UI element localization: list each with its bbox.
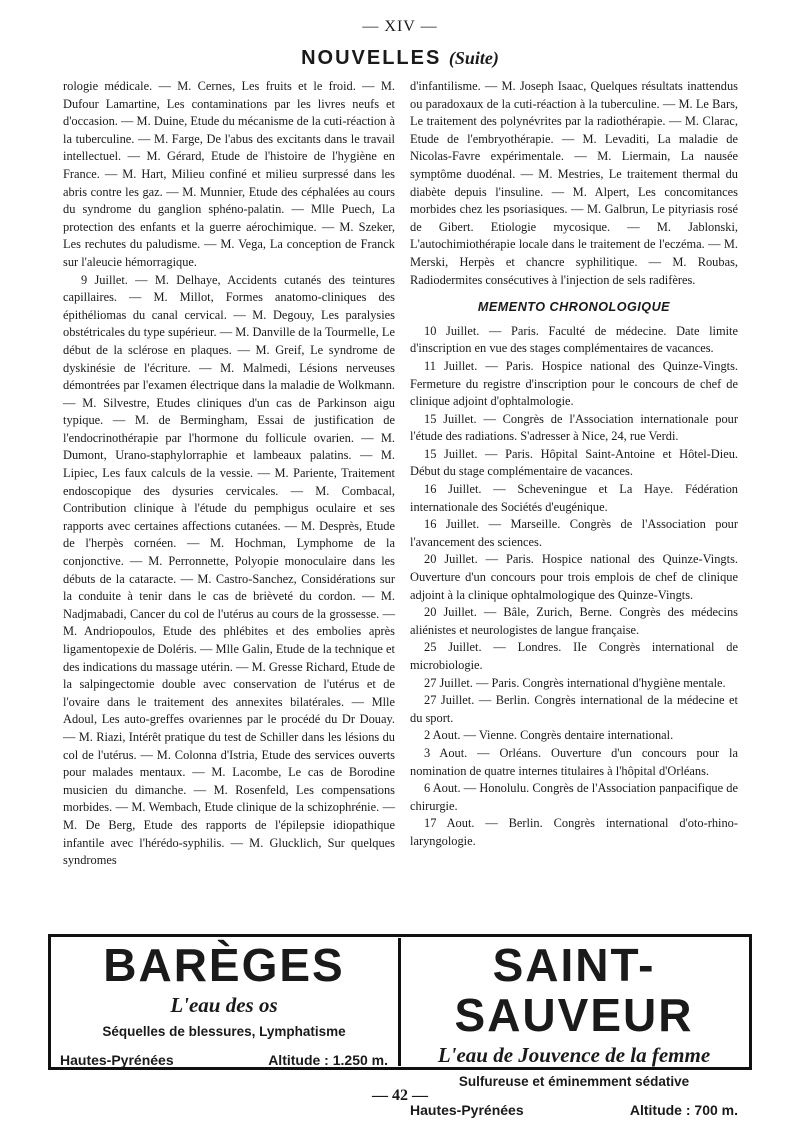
saint-sauveur-name: SAINT-SAUVEUR (454, 939, 694, 1041)
memento-entry: 17 Aout. — Berlin. Congrès international d'oto-rhino-laryngologie. (410, 816, 738, 848)
memento-entry: 15 Juillet. — Congrès de l'Association internationale pour l'étude des radiations. S'adresser à Nice, 24, rue Verdi. (410, 411, 738, 444)
memento-entry: 16 Juillet. — Marseille. Congrès de l'Association pour l'avancement des sciences. (410, 517, 738, 549)
left-paragraph-1: rologie médicale. — M. Cernes, Les fruits et le froid. — M. Dufour Lamartine, Les contaminations par les livres neufs et d'occasion. — M. Duine, Etude du mécanisme de la cuti-réaction à la tuberculine. — M. Farge, De l'abus des excitants dans le travail intellectuel. — M. Gérard, Etude de l'histoire de l'hygiène en France. — M. Hart, Milieu confiné et milieu surpressé dans les abris contre les gaz. — M. Munnier, Etude des céphalées au cours du syndrome du ganglion sphéno-palatin. — Mlle Puech, La protection des enfants et la guerre aérochimique. — M. Szeker, Les rechutes du paludisme. — M. Vega, La conception de Franck sur l'aleucie hémorragique. (63, 79, 395, 269)
bareges-description: Séquelles de blessures, Lymphatisme (102, 1024, 346, 1039)
memento-entry: 15 Juillet. — Paris. Hôpital Saint-Antoine et Hôtel-Dieu. Début du stage complémentaire de vacances. (410, 446, 738, 479)
bareges-tagline: L'eau des os (170, 993, 278, 1017)
memento-entry: 2 Aout. — Vienne. Congrès dentaire international. (424, 728, 674, 743)
memento-entry: 20 Juillet. — Bâle, Zurich, Berne. Congrès des médecins aliénistes et neurologistes de langue française. (410, 605, 738, 637)
memento-entry: 6 Aout. — Honolulu. Congrès de l'Association panpacifique de chirurgie. (410, 781, 738, 813)
memento-entry: 11 Juillet. — Paris. Hospice national des Quinze-Vingts. Fermeture du registre d'inscription pour le concours de chef de clinique adjoint d'ophtalmologie. (410, 358, 738, 409)
saint-sauveur-altitude: Altitude : 700 m. (629, 1102, 738, 1118)
bareges-region: Hautes-Pyrénées (60, 1052, 174, 1068)
bareges-advertisement (56, 940, 392, 1068)
saint-sauveur-description: Sulfureuse et éminemment sédative (458, 1074, 690, 1089)
bareges-name: BARÈGES (103, 939, 345, 991)
page-number: — 42 — (372, 1087, 428, 1104)
memento-entry: 27 Juillet. — Berlin. Congrès international de la médecine et du sport. (410, 693, 738, 725)
memento-list (410, 323, 738, 851)
memento-entry: 27 Juillet. — Paris. Congrès international d'hygiène mentale. (424, 675, 726, 690)
memento-heading: MEMENTO CHRONOLOGIQUE (477, 300, 671, 315)
bareges-altitude: Altitude : 1.250 m. (268, 1052, 388, 1068)
left-column (63, 78, 395, 870)
title-main: NOUVELLES (301, 47, 442, 69)
title-suffix: (Suite) (448, 48, 499, 68)
advertisement-divider (398, 938, 401, 1066)
memento-entry: 25 Juillet. — Londres. IIe Congrès international de microbiologie. (410, 640, 738, 672)
roman-page-number: — XIV — (362, 18, 438, 35)
bareges-footer (56, 1052, 392, 1068)
right-column (410, 78, 738, 851)
right-paragraph-1: d'infantilisme. — M. Joseph Isaac, Quelques résultats inattendus ou paradoxaux de la cuti-réaction à la tuberculine. — M. Le Bars, Le traitement des polynévrites par la radiothérapie. — M. Clarac, Etude de l'embryothérapie. — M. Levaditi, La maladie de Nicolas-Favre expérimentale. — M. Liermain, La nausée symptôme duodénal. — M. Mestries, Le traitement thermal du diabète depuis l'insuline. — M. Alpert, Les concomitances morbides chez les psoriasiques. — M. Galbrun, Le pityriasis rosé de Gibert. Etiologie mycosique. — M. Jablonski, L'autochimiothérapie locale dans le traitement de l'eczéma. — M. Merski, Herpès et chancre syphilitique. — M. Roubas, Radiodermites consécutives à l'injection de sels radifères. (410, 79, 738, 287)
memento-entry: 10 Juillet. — Paris. Faculté de médecine. Date limite d'inscription en vue des stages complémentaires de vacances. (410, 323, 738, 356)
saint-sauveur-tagline: L'eau de Jouvence de la femme (437, 1043, 711, 1067)
left-paragraph-2: 9 Juillet. — M. Delhaye, Accidents cutanés des teintures capillaires. — M. Millot, Formes anatomo-cliniques des épithéliomas du canal cervical. — M. Degouy, Les paralysies obstétricales du type supérieur. — M. Danville de la Tourmelle, Le début de la sclérose en plaques. — M. Greif, Le syndrome de dyskinésie de l'écriture. — M. Malmedi, Lésions nerveuses démontrées par l'examen électrique dans la maladie de Wolkmann. — M. Silvestre, Etudes cliniques d'un cas de Parkinson aigu typique. — M. de Bermingham, Essai de justification de l'endocrinothérapie par l'hormone du follicule ovarien. — M. Dumont, Urano-staphylorraphie et lambeaux palatins. — M. Lipiec, Les faux calculs de la vessie. — M. Pariente, Traitement endoscopique des dysuries cervicales. — M. Combacal, Contribution clinique à l'étude du pemphigus oculaire et ses rapports avec certaines affections cutanées. — M. Desprès, Etude de l'herpès cornéen. — M. Hochman, Lymphome de la conjonctive. — M. Perronnette, Polyopie monoculaire dans les débuts de la cataracte. — M. Castro-Sanchez, Considérations sur la conduite à tenir dans le cas de brièveté du cordon. — M. Nadjmabadi, Cancer du col de l'utérus au cours de la grossesse. — M. Andriopoulos, Etude des phlébites et des embolies après ligamentopexie de Doléris. — Mlle Galin, Etude de la technique et des indications du massage utérin. — M. Gresse Richard, Etude de la salpingectomie double avec conservation de l'utérus et de l'ovaire dans le traitement des annexites bilatérales. — Mlle Adoul, Les auto-greffes ovariennes par le procédé du Dr Douay. — M. Riazi, Intérêt pratique du test de Schiller dans les lésions du col de l'utérus. — M. Colonna d'Istria, Etude des services ouverts pour malades mentaux. — M. Lacombe, Le cas de Borodine musicien du dimanche. — M. Rosenfeld, Les compensations morbides. — M. Wembach, Etude clinique de la schizophrénie. — M. De Berg, Etude des rapports de l'épilepsie idiopathique infantile avec l'hérédo-syphilis. — M. Glucklich, Sur quelques syndromes (63, 272, 395, 868)
memento-entry: 16 Juillet. — Scheveningue et La Haye. Fédération internationale des Sociétés d'eugénique. (410, 482, 738, 514)
saint-sauveur-region: Hautes-Pyrénées (410, 1102, 524, 1118)
page-title (0, 47, 800, 70)
memento-entry: 20 Juillet. — Paris. Hospice national des Quinze-Vingts. Ouverture d'un concours pour trois emplois de chef de clinique adjoint à la clinique ophtalmologique des Quinze-Vingts. (410, 552, 738, 602)
memento-entry: 3 Aout. — Orléans. Ouverture d'un concours pour la nomination de quatre internes titulaires à l'hôpital d'Orléans. (410, 745, 738, 778)
